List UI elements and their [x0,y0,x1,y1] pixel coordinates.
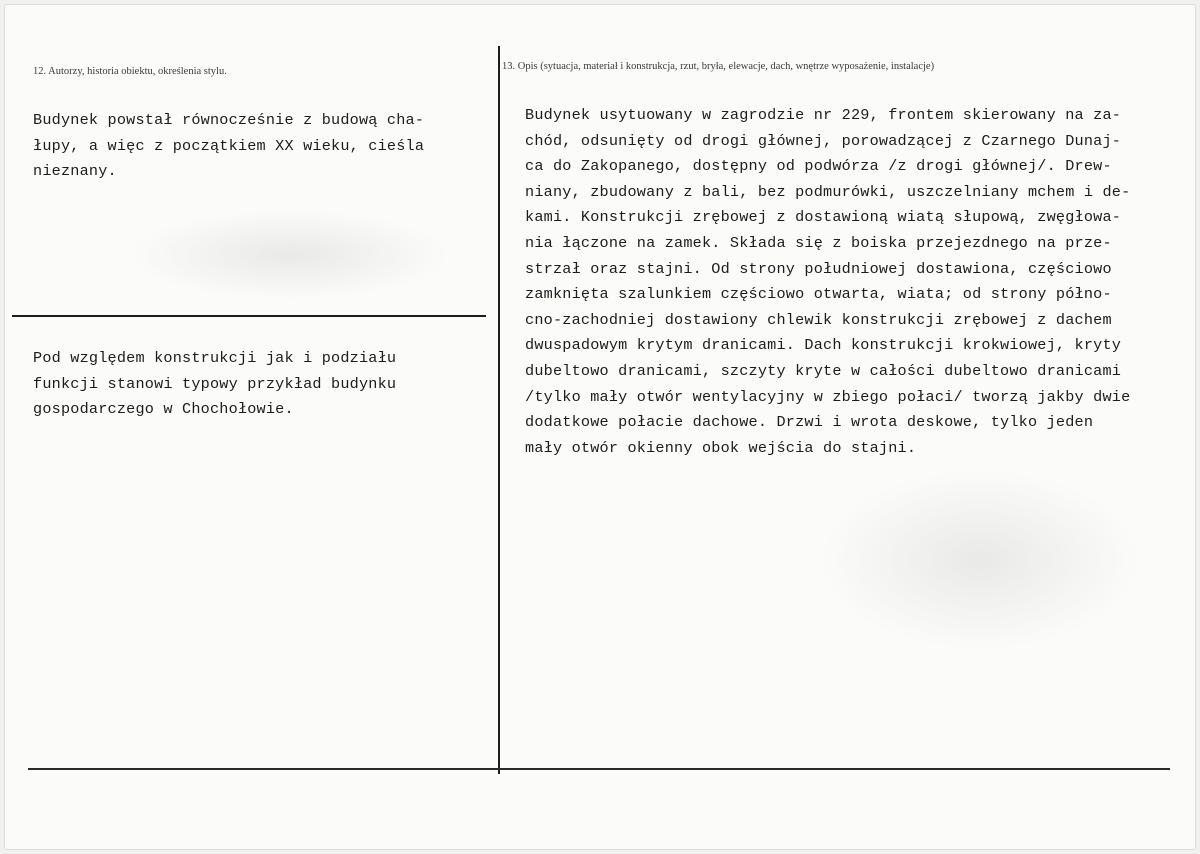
text-line: /tylko mały otwór wentylacyjny w zbiego połaci/ tworzą jakby dwie [525,387,1131,406]
section-13-label: 13. Opis (sytuacja, materiał i konstrukcja, rzut, bryła, elewacje, dach, wnętrze wyposażenie, instalacje) [502,61,935,72]
text-line: dodatkowe połacie dachowe. Drzwi i wrota deskowe, tylko jeden [525,413,1094,432]
text-line: dwuspadowym krytym dranicami. Dach konstrukcji krokwiowej, kryty [525,336,1122,355]
left-section-divider [12,315,486,317]
text-line: mały otwór okienny obok wejścia do stajni. [525,438,917,457]
text-line: nia łączone na zamek. Składa się z boiska przejezdnego na prze- [525,233,1112,252]
text-line: gospodarczego w Chochołowie. [33,400,294,419]
text-line: nieznany. [33,162,117,181]
text-line: Budynek usytuowany w zagrodzie nr 229, frontem skierowany na za- [525,106,1122,124]
text-line: łupy, a więc z początkiem XX wieku, cieśla [33,136,425,155]
text-line: ca do Zakopanego, dostępny od podwórza /z drogi głównej/. Drew- [525,157,1112,176]
text-line: zamknięta szalunkiem częściowo otwarta, wiata; od strony półno- [525,285,1112,304]
text-line: funkcji stanowi typowy przykład budynku [33,374,397,393]
text-line: kami. Konstrukcji zrębowej z dostawioną wiatą słupową, zwęgłowa- [525,208,1122,227]
text-line: niany, zbudowany z bali, bez podmurówki, uszczelniany mchem i de- [525,182,1131,201]
text-line: chód, odsunięty od drogi głównej, porowadzącej z Czarnego Dunaj- [525,131,1122,150]
text-line: dubeltowo dranicami, szczyty kryte w całości dubeltowo dranicami [525,361,1122,380]
text-line: cno-zachodniej dostawiony chlewik konstrukcji zrębowej z dachem [525,310,1112,329]
section-12b-text [33,346,396,423]
section-12-label: 12. Autorzy, historia obiektu, określenia stylu. [33,66,227,77]
bottom-rule [28,768,1170,770]
text-line: Pod względem konstrukcji jak i podziału [33,349,397,367]
text-line: strzał oraz stajni. Od strony południowej dostawiona, częściowo [525,259,1112,278]
section-13-text [525,103,1130,461]
column-divider [498,46,500,774]
text-line: Budynek powstał równocześnie z budową cha- [33,111,425,129]
section-12-text [33,108,424,185]
